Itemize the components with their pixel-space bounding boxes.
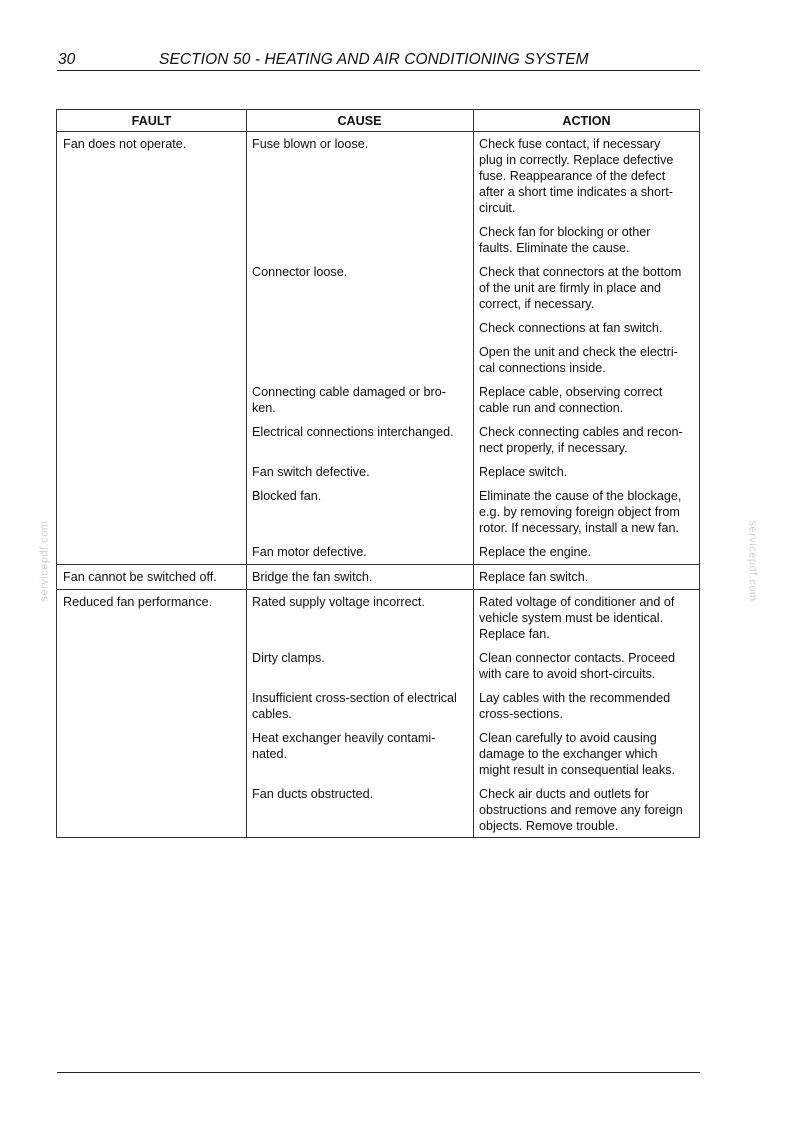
cause-cell: Fuse blown or loose. (252, 137, 369, 151)
action-cell: vehicle system must be identical. (479, 611, 664, 625)
fault-table (56, 109, 700, 838)
action-cell: plug in correctly. Replace defective (479, 153, 674, 167)
action-cell: of the unit are firmly in place and (479, 281, 662, 295)
action-cell: cal connections inside. (479, 361, 606, 375)
cause-cell: Electrical connections interchanged. (252, 425, 454, 439)
cause-cell: Fan switch defective. (252, 465, 370, 479)
column-header-cause: CAUSE (337, 113, 382, 128)
cause-cell: Insufficient cross-section of electrical (252, 691, 457, 705)
action-cell: rotor. If necessary, install a new fan. (479, 521, 679, 535)
column-divider (246, 110, 247, 837)
action-cell: Lay cables with the recommended (479, 691, 671, 705)
action-cell: Eliminate the cause of the blockage, (479, 489, 682, 503)
action-cell: Check fuse contact, if necessary (479, 137, 661, 151)
action-cell: damage to the exchanger which (479, 747, 658, 761)
column-header-fault: FAULT (131, 113, 172, 128)
cause-cell: ken. (252, 401, 276, 415)
column-header-action: ACTION (562, 113, 611, 128)
action-cell: fuse. Reappearance of the defect (479, 169, 666, 183)
fault-cell: Fan cannot be switched off. (63, 570, 217, 584)
action-cell: obstructions and remove any foreign (479, 803, 683, 817)
action-cell: Check that connectors at the bottom (479, 265, 682, 279)
fault-cell: Reduced fan performance. (63, 595, 213, 609)
watermark-right: servicepdf.com (746, 520, 759, 602)
action-cell: Replace fan switch. (479, 570, 589, 584)
action-cell: Check air ducts and outlets for (479, 787, 650, 801)
action-cell: Replace fan. (479, 627, 550, 641)
action-cell: circuit. (479, 201, 516, 215)
cause-cell: cables. (252, 707, 292, 721)
action-cell: Replace switch. (479, 465, 568, 479)
action-cell: cable run and connection. (479, 401, 624, 415)
action-cell: might result in consequential leaks. (479, 763, 676, 777)
cause-cell: Fan ducts obstructed. (252, 787, 374, 801)
action-cell: Clean connector contacts. Proceed (479, 651, 676, 665)
action-cell: Replace cable, observing correct (479, 385, 663, 399)
cause-cell: Dirty clamps. (252, 651, 325, 665)
cause-cell: Blocked fan. (252, 489, 322, 503)
group-divider (57, 589, 699, 590)
column-divider (473, 110, 474, 837)
footer-rule (57, 1072, 700, 1073)
action-cell: Clean carefully to avoid causing (479, 731, 657, 745)
fault-cell: Fan does not operate. (63, 137, 187, 151)
action-cell: Check fan for blocking or other (479, 225, 651, 239)
action-cell: Replace the engine. (479, 545, 592, 559)
action-cell: Check connecting cables and recon- (479, 425, 683, 439)
header-divider (57, 131, 699, 132)
action-cell: Open the unit and check the electri- (479, 345, 678, 359)
page-number: 30 (58, 51, 76, 68)
action-cell: Rated voltage of conditioner and of (479, 595, 675, 609)
cause-cell: Connecting cable damaged or bro- (252, 385, 446, 399)
action-cell: with care to avoid short-circuits. (479, 667, 656, 681)
action-cell: faults. Eliminate the cause. (479, 241, 630, 255)
cause-cell: Bridge the fan switch. (252, 570, 373, 584)
section-title: SECTION 50 - HEATING AND AIR CONDITIONING SYSTEM (159, 51, 589, 68)
cause-cell: Connector loose. (252, 265, 348, 279)
action-cell: cross-sections. (479, 707, 563, 721)
action-cell: correct, if necessary. (479, 297, 595, 311)
action-cell: Check connections at fan switch. (479, 321, 663, 335)
page-header (57, 50, 700, 71)
cause-cell: Fan motor defective. (252, 545, 367, 559)
cause-cell: Rated supply voltage incorrect. (252, 595, 425, 609)
cause-cell: nated. (252, 747, 288, 761)
watermark-left: servicepdf.com (38, 520, 51, 602)
action-cell: nect properly, if necessary. (479, 441, 628, 455)
action-cell: e.g. by removing foreign object from (479, 505, 680, 519)
action-cell: objects. Remove trouble. (479, 819, 619, 833)
action-cell: after a short time indicates a short- (479, 185, 673, 199)
cause-cell: Heat exchanger heavily contami- (252, 731, 436, 745)
group-divider (57, 564, 699, 565)
